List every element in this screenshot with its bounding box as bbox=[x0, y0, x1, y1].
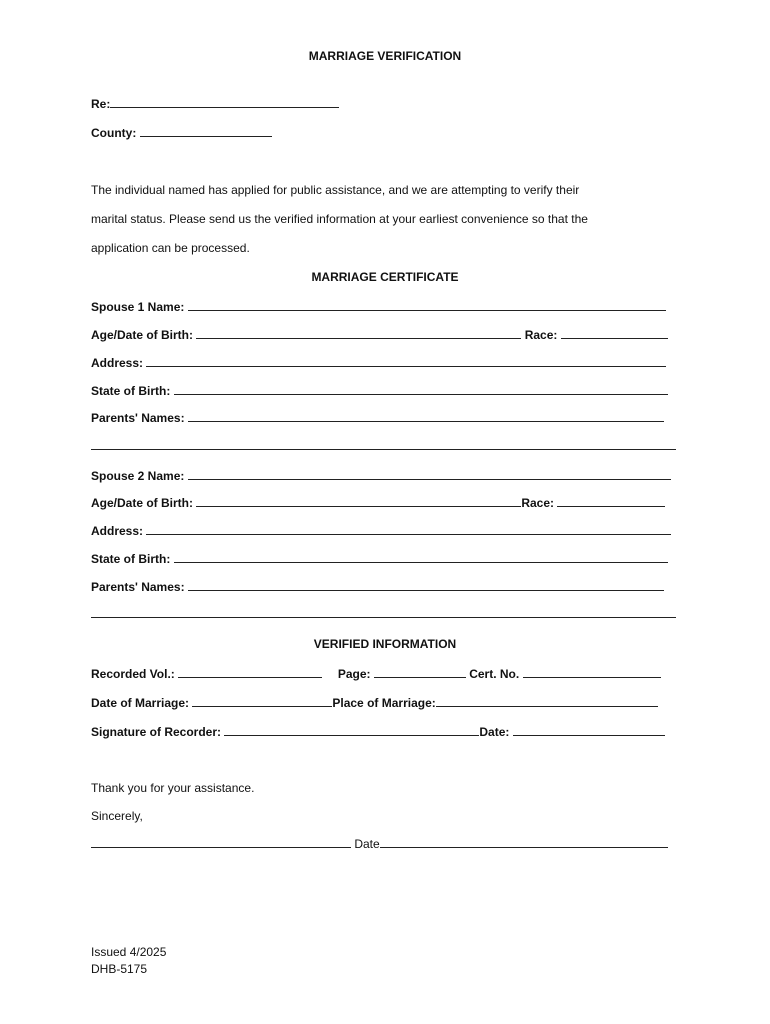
spouse2-name-label: Spouse 2 Name: bbox=[91, 469, 185, 483]
spouse2-race-blank[interactable] bbox=[557, 495, 665, 507]
place-of-marriage-blank[interactable] bbox=[436, 695, 658, 707]
recorded-vol-label: Recorded Vol.: bbox=[91, 667, 175, 681]
signature-row bbox=[91, 724, 665, 739]
page-blank[interactable] bbox=[374, 666, 466, 678]
spouse1-address-blank[interactable] bbox=[146, 355, 666, 367]
spouse2-parents-continuation bbox=[91, 606, 676, 621]
spouse1-parents-field bbox=[91, 410, 664, 425]
intro-line-1: The individual named has applied for public assistance, and we are attempting to verify their bbox=[91, 183, 580, 197]
re-label: Re: bbox=[91, 97, 111, 111]
spouse1-age-field bbox=[91, 327, 668, 342]
spouse1-state-label: State of Birth: bbox=[91, 384, 171, 398]
spouse2-state-field bbox=[91, 551, 668, 566]
recorded-vol-blank[interactable] bbox=[178, 666, 322, 678]
spouse1-age-blank[interactable] bbox=[196, 327, 521, 339]
signature-recorder-label: Signature of Recorder: bbox=[91, 725, 222, 739]
spouse1-state-field bbox=[91, 383, 668, 398]
spouse1-name-blank[interactable] bbox=[188, 299, 666, 311]
closing-signature-blank[interactable] bbox=[91, 836, 351, 848]
spouse2-race-label: Race: bbox=[521, 496, 555, 510]
thanks-text: Thank you for your assistance. bbox=[91, 781, 255, 795]
spouse2-address-blank[interactable] bbox=[146, 523, 671, 535]
issued-date: Issued 4/2025 bbox=[91, 945, 167, 959]
spouse1-state-blank[interactable] bbox=[174, 383, 668, 395]
certificate-heading: MARRIAGE CERTIFICATE bbox=[311, 270, 459, 284]
spouse2-state-blank[interactable] bbox=[174, 551, 668, 563]
spouse1-race-blank[interactable] bbox=[561, 327, 668, 339]
spouse2-age-field bbox=[91, 495, 665, 510]
spouse1-name-field bbox=[91, 299, 666, 314]
spouse2-state-label: State of Birth: bbox=[91, 552, 171, 566]
spouse2-name-blank[interactable] bbox=[188, 468, 671, 480]
spouse1-race-label: Race: bbox=[524, 328, 558, 342]
spouse2-name-field bbox=[91, 468, 671, 483]
spouse2-parents-field bbox=[91, 579, 664, 594]
spouse2-address-label: Address: bbox=[91, 524, 144, 538]
spouse1-address-field bbox=[91, 355, 666, 370]
recorder-date-label: Date: bbox=[479, 725, 510, 739]
date-of-marriage-blank[interactable] bbox=[192, 695, 332, 707]
signature-date-row bbox=[91, 836, 668, 851]
closing-date-label: Date bbox=[354, 837, 380, 851]
county-blank[interactable] bbox=[140, 125, 272, 137]
recorder-date-blank[interactable] bbox=[513, 724, 665, 736]
re-blank[interactable] bbox=[110, 96, 339, 108]
spouse1-parents-label: Parents' Names: bbox=[91, 411, 185, 425]
marriage-row bbox=[91, 695, 658, 710]
recorded-row bbox=[91, 666, 661, 681]
cert-no-blank[interactable] bbox=[523, 666, 661, 678]
page-title: MARRIAGE VERIFICATION bbox=[308, 49, 462, 63]
re-field bbox=[91, 96, 339, 111]
spouse2-parents-blank[interactable] bbox=[188, 579, 664, 591]
signature-recorder-blank[interactable] bbox=[224, 724, 479, 736]
spouse1-parents-continuation bbox=[91, 438, 676, 453]
spouse2-parents-label: Parents' Names: bbox=[91, 580, 185, 594]
intro-line-3: application can be processed. bbox=[91, 241, 250, 255]
county-field bbox=[91, 125, 272, 140]
spouse1-parents-blank[interactable] bbox=[188, 410, 664, 422]
form-id: DHB-5175 bbox=[91, 962, 148, 976]
closing-date-blank[interactable] bbox=[380, 836, 668, 848]
county-label: County: bbox=[91, 126, 137, 140]
cert-no-label: Cert. No. bbox=[469, 667, 520, 681]
spouse1-address-label: Address: bbox=[91, 356, 144, 370]
spouse2-age-blank[interactable] bbox=[196, 495, 521, 507]
date-of-marriage-label: Date of Marriage: bbox=[91, 696, 190, 710]
sincerely-text: Sincerely, bbox=[91, 809, 143, 823]
verified-heading: VERIFIED INFORMATION bbox=[313, 637, 457, 651]
intro-line-2: marital status. Please send us the verified information at your earliest convenience so that the bbox=[91, 212, 588, 226]
spouse1-parents-blank-2[interactable] bbox=[91, 438, 676, 450]
page-label: Page: bbox=[337, 667, 371, 681]
spouse1-name-label: Spouse 1 Name: bbox=[91, 300, 185, 314]
spouse2-age-label: Age/Date of Birth: bbox=[91, 496, 193, 510]
spouse1-age-label: Age/Date of Birth: bbox=[91, 328, 193, 342]
spouse2-parents-blank-2[interactable] bbox=[91, 606, 676, 618]
place-of-marriage-label: Place of Marriage: bbox=[332, 696, 436, 710]
spouse2-address-field bbox=[91, 523, 671, 538]
